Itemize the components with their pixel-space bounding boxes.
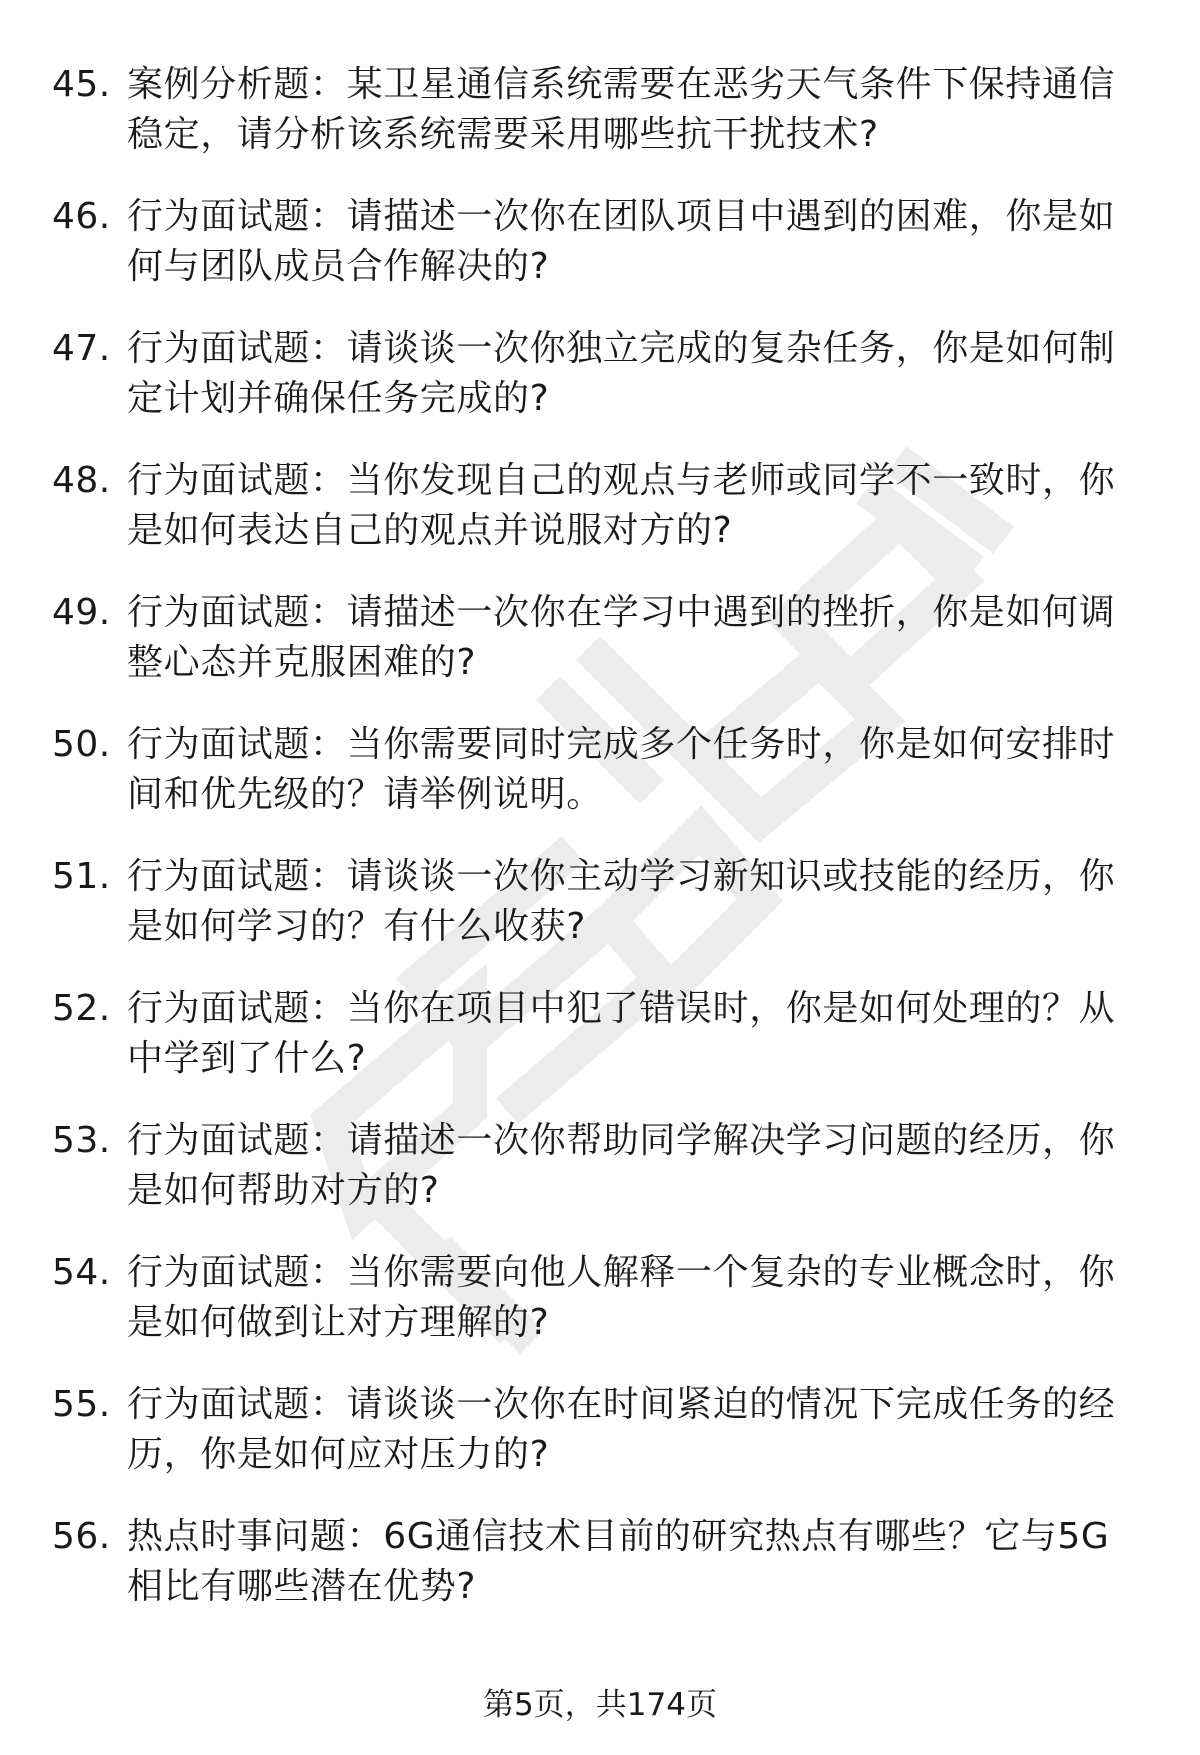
- question-number: 51.: [52, 856, 111, 897]
- question-text: 行为面试题：当你需要向他人解释一个复杂的专业概念时，你是如何做到让对方理解的?: [127, 1252, 1116, 1343]
- question-number: 55.: [52, 1384, 111, 1425]
- question-text: 行为面试题：请描述一次你在学习中遇到的挫折，你是如何调整心态并克服困难的?: [127, 592, 1116, 683]
- question-list: [0, 60, 1200, 1644]
- question-item: [0, 324, 1200, 456]
- question-number: 46.: [52, 196, 111, 237]
- question-text: 案例分析题：某卫星通信系统需要在恶劣天气条件下保持通信稳定，请分析该系统需要采用哪些抗干扰技术?: [127, 64, 1116, 155]
- question-number: 45.: [52, 64, 111, 105]
- question-item: [0, 984, 1200, 1116]
- question-item: [0, 60, 1200, 192]
- question-item: [0, 588, 1200, 720]
- question-item: [0, 1248, 1200, 1380]
- question-text: 行为面试题：请谈谈一次你主动学习新知识或技能的经历，你是如何学习的？有什么收获?: [127, 856, 1116, 947]
- question-text: 行为面试题：当你需要同时完成多个任务时，你是如何安排时间和优先级的？请举例说明。: [127, 724, 1116, 815]
- page-footer: [0, 1683, 1200, 1727]
- question-item: [0, 1116, 1200, 1248]
- question-text: 行为面试题：请谈谈一次你独立完成的复杂任务，你是如何制定计划并确保任务完成的?: [127, 328, 1116, 419]
- question-number: 50.: [52, 724, 111, 765]
- question-item: [0, 852, 1200, 984]
- question-text: 行为面试题：请谈谈一次你在时间紧迫的情况下完成任务的经历，你是如何应对压力的?: [127, 1384, 1116, 1475]
- question-number: 52.: [52, 988, 111, 1029]
- question-item: [0, 720, 1200, 852]
- question-number: 54.: [52, 1252, 111, 1293]
- question-item: [0, 456, 1200, 588]
- question-text: 行为面试题：当你在项目中犯了错误时，你是如何处理的？从中学到了什么?: [127, 988, 1116, 1079]
- question-item: [0, 1512, 1200, 1644]
- page-number-label: 第5页，共174页: [483, 1687, 717, 1723]
- question-number: 56.: [52, 1516, 111, 1557]
- question-item: [0, 192, 1200, 324]
- question-number: 48.: [52, 460, 111, 501]
- question-number: 53.: [52, 1120, 111, 1161]
- question-number: 49.: [52, 592, 111, 633]
- question-text: 行为面试题：当你发现自己的观点与老师或同学不一致时，你是如何表达自己的观点并说服对方的?: [127, 460, 1116, 551]
- question-text: 行为面试题：请描述一次你在团队项目中遇到的困难，你是如何与团队成员合作解决的?: [127, 196, 1116, 287]
- question-item: [0, 1380, 1200, 1512]
- question-text: 行为面试题：请描述一次你帮助同学解决学习问题的经历，你是如何帮助对方的?: [127, 1120, 1116, 1211]
- question-number: 47.: [52, 328, 111, 369]
- question-text: 热点时事问题：6G通信技术目前的研究热点有哪些？它与5G相比有哪些潜在优势?: [127, 1516, 1110, 1607]
